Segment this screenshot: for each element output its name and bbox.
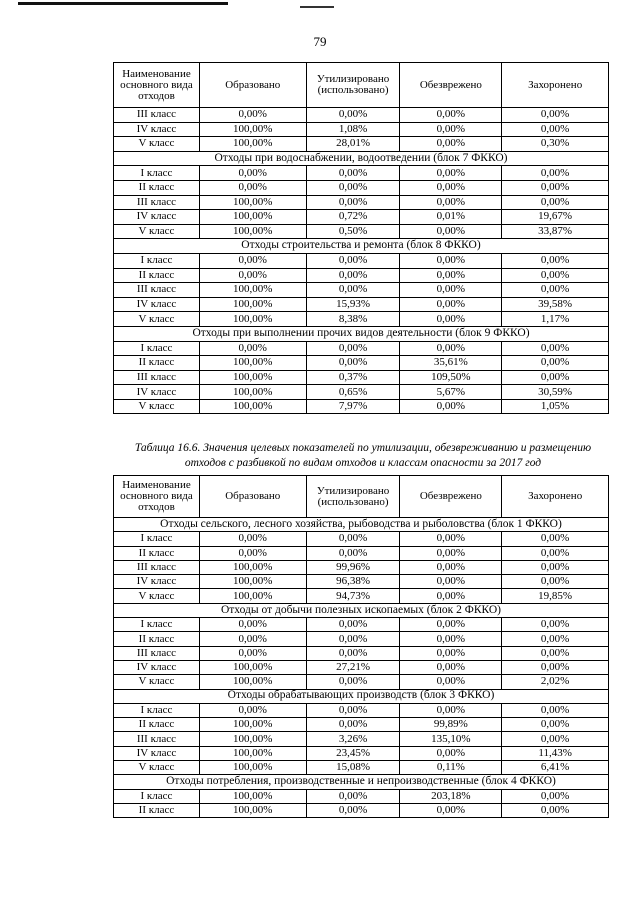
section-title: Отходы при водоснабжении, водоотведении (блок 7 ФККО) xyxy=(114,151,609,166)
hazard-class-cell: V класс xyxy=(114,312,200,327)
generated-cell: 100,00% xyxy=(199,560,306,574)
utilized-cell: 0,00% xyxy=(306,718,400,732)
utilized-cell: 0,00% xyxy=(306,195,400,210)
neutralized-cell: 0,00% xyxy=(400,589,502,603)
table-row xyxy=(114,675,609,689)
utilized-cell: 0,00% xyxy=(306,341,400,356)
generated-cell: 0,00% xyxy=(199,253,306,268)
buried-cell: 0,00% xyxy=(502,632,609,646)
utilized-cell: 0,50% xyxy=(306,224,400,239)
hazard-class-cell: I класс xyxy=(114,789,200,803)
neutralized-cell: 135,10% xyxy=(400,732,502,746)
table-row xyxy=(114,341,609,356)
table-row xyxy=(114,703,609,717)
neutralized-cell: 0,00% xyxy=(400,575,502,589)
table-row xyxy=(114,718,609,732)
utilized-cell: 0,65% xyxy=(306,385,400,400)
buried-cell: 0,00% xyxy=(502,618,609,632)
buried-cell: 19,67% xyxy=(502,210,609,225)
buried-cell: 33,87% xyxy=(502,224,609,239)
utilized-cell: 0,00% xyxy=(306,532,400,546)
hazard-class-cell: II класс xyxy=(114,356,200,371)
hazard-class-cell: III класс xyxy=(114,732,200,746)
neutralized-cell: 0,00% xyxy=(400,108,502,123)
table-body xyxy=(114,518,609,818)
generated-cell: 100,00% xyxy=(199,718,306,732)
hazard-class-cell: III класс xyxy=(114,646,200,660)
hazard-class-cell: V класс xyxy=(114,761,200,775)
table-row xyxy=(114,632,609,646)
buried-cell: 0,00% xyxy=(502,122,609,137)
table-row xyxy=(114,589,609,603)
section-title: Отходы от добычи полезных ископаемых (блок 2 ФККО) xyxy=(114,603,609,617)
buried-cell: 1,17% xyxy=(502,312,609,327)
buried-cell: 6,41% xyxy=(502,761,609,775)
utilized-cell: 96,38% xyxy=(306,575,400,589)
top-mark xyxy=(300,6,334,8)
hazard-class-cell: IV класс xyxy=(114,746,200,760)
hazard-class-cell: III класс xyxy=(114,283,200,298)
page-number: 79 xyxy=(313,34,327,49)
hazard-class-cell: I класс xyxy=(114,618,200,632)
utilized-cell: 0,00% xyxy=(306,789,400,803)
buried-cell: 0,00% xyxy=(502,718,609,732)
generated-cell: 0,00% xyxy=(199,166,306,181)
table-row xyxy=(114,210,609,225)
generated-cell: 100,00% xyxy=(199,385,306,400)
section-row xyxy=(114,689,609,703)
table-row xyxy=(114,356,609,371)
utilized-cell: 0,00% xyxy=(306,546,400,560)
buried-cell: 0,00% xyxy=(502,370,609,385)
section-row xyxy=(114,603,609,617)
header-waste-type: Наименование основного вида отходов xyxy=(114,476,200,518)
hazard-class-cell: V класс xyxy=(114,675,200,689)
neutralized-cell: 0,00% xyxy=(400,166,502,181)
generated-cell: 100,00% xyxy=(199,312,306,327)
utilized-cell: 0,00% xyxy=(306,283,400,298)
generated-cell: 100,00% xyxy=(199,675,306,689)
utilized-cell: 0,00% xyxy=(306,803,400,817)
hazard-class-cell: II класс xyxy=(114,546,200,560)
hazard-class-cell: II класс xyxy=(114,632,200,646)
hazard-class-cell: IV класс xyxy=(114,122,200,137)
section-row xyxy=(114,518,609,532)
table-row xyxy=(114,283,609,298)
header-buried: Захоронено xyxy=(502,63,609,108)
header-generated: Образовано xyxy=(199,63,306,108)
generated-cell: 0,00% xyxy=(199,546,306,560)
section-title: Отходы сельского, лесного хозяйства, рыбоводства и рыболовства (блок 1 ФККО) xyxy=(114,518,609,532)
table-row xyxy=(114,575,609,589)
generated-cell: 100,00% xyxy=(199,297,306,312)
hazard-class-cell: V класс xyxy=(114,137,200,152)
utilized-cell: 0,00% xyxy=(306,618,400,632)
generated-cell: 100,00% xyxy=(199,283,306,298)
buried-cell: 11,43% xyxy=(502,746,609,760)
table-row xyxy=(114,195,609,210)
neutralized-cell: 0,00% xyxy=(400,341,502,356)
buried-cell: 0,00% xyxy=(502,789,609,803)
table-row xyxy=(114,789,609,803)
neutralized-cell: 0,00% xyxy=(400,703,502,717)
neutralized-cell: 0,00% xyxy=(400,532,502,546)
buried-cell: 0,30% xyxy=(502,137,609,152)
neutralized-cell: 0,00% xyxy=(400,660,502,674)
hazard-class-cell: II класс xyxy=(114,803,200,817)
neutralized-cell: 0,00% xyxy=(400,675,502,689)
buried-cell: 0,00% xyxy=(502,283,609,298)
generated-cell: 0,00% xyxy=(199,341,306,356)
utilized-cell: 99,96% xyxy=(306,560,400,574)
neutralized-cell: 0,00% xyxy=(400,297,502,312)
hazard-class-cell: I класс xyxy=(114,532,200,546)
header-neutralized: Обезврежено xyxy=(400,476,502,518)
hazard-class-cell: IV класс xyxy=(114,575,200,589)
neutralized-cell: 0,00% xyxy=(400,646,502,660)
hazard-class-cell: II класс xyxy=(114,180,200,195)
generated-cell: 100,00% xyxy=(199,660,306,674)
utilized-cell: 94,73% xyxy=(306,589,400,603)
utilized-cell: 1,08% xyxy=(306,122,400,137)
generated-cell: 100,00% xyxy=(199,575,306,589)
buried-cell: 0,00% xyxy=(502,108,609,123)
buried-cell: 0,00% xyxy=(502,575,609,589)
table-row xyxy=(114,297,609,312)
neutralized-cell: 5,67% xyxy=(400,385,502,400)
buried-cell: 0,00% xyxy=(502,195,609,210)
buried-cell: 0,00% xyxy=(502,703,609,717)
generated-cell: 100,00% xyxy=(199,589,306,603)
utilized-cell: 15,08% xyxy=(306,761,400,775)
neutralized-cell: 0,11% xyxy=(400,761,502,775)
generated-cell: 100,00% xyxy=(199,789,306,803)
utilized-cell: 7,97% xyxy=(306,399,400,414)
buried-cell: 39,58% xyxy=(502,297,609,312)
hazard-class-cell: V класс xyxy=(114,589,200,603)
neutralized-cell: 203,18% xyxy=(400,789,502,803)
neutralized-cell: 109,50% xyxy=(400,370,502,385)
buried-cell: 0,00% xyxy=(502,560,609,574)
generated-cell: 100,00% xyxy=(199,210,306,225)
table-row xyxy=(114,370,609,385)
utilized-cell: 0,37% xyxy=(306,370,400,385)
buried-cell: 0,00% xyxy=(502,268,609,283)
buried-cell: 0,00% xyxy=(502,341,609,356)
section-row xyxy=(114,775,609,789)
hazard-class-cell: V класс xyxy=(114,224,200,239)
buried-cell: 0,00% xyxy=(502,732,609,746)
utilized-cell: 0,00% xyxy=(306,253,400,268)
section-title: Отходы потребления, производственные и непроизводственные (блок 4 ФККО) xyxy=(114,775,609,789)
table-row xyxy=(114,761,609,775)
table-row xyxy=(114,108,609,123)
neutralized-cell: 0,00% xyxy=(400,618,502,632)
table-row xyxy=(114,532,609,546)
buried-cell: 19,85% xyxy=(502,589,609,603)
generated-cell: 100,00% xyxy=(199,137,306,152)
neutralized-cell: 0,00% xyxy=(400,560,502,574)
table-header-row xyxy=(114,476,609,518)
buried-cell: 0,00% xyxy=(502,546,609,560)
header-generated: Образовано xyxy=(199,476,306,518)
section-row xyxy=(114,151,609,166)
neutralized-cell: 0,00% xyxy=(400,632,502,646)
header-utilized: Утилизировано (использовано) xyxy=(306,476,400,518)
buried-cell: 1,05% xyxy=(502,399,609,414)
utilized-cell: 0,00% xyxy=(306,356,400,371)
header-buried: Захоронено xyxy=(502,476,609,518)
section-title: Отходы обрабатывающих производств (блок 3 ФККО) xyxy=(114,689,609,703)
utilized-cell: 0,00% xyxy=(306,703,400,717)
generated-cell: 100,00% xyxy=(199,399,306,414)
utilized-cell: 28,01% xyxy=(306,137,400,152)
generated-cell: 100,00% xyxy=(199,746,306,760)
table-row xyxy=(114,312,609,327)
neutralized-cell: 0,00% xyxy=(400,803,502,817)
table-body xyxy=(114,108,609,414)
table-row xyxy=(114,122,609,137)
hazard-class-cell: II класс xyxy=(114,718,200,732)
table-row xyxy=(114,660,609,674)
generated-cell: 0,00% xyxy=(199,703,306,717)
generated-cell: 100,00% xyxy=(199,370,306,385)
neutralized-cell: 99,89% xyxy=(400,718,502,732)
buried-cell: 0,00% xyxy=(502,803,609,817)
neutralized-cell: 0,00% xyxy=(400,283,502,298)
generated-cell: 100,00% xyxy=(199,224,306,239)
table-row xyxy=(114,560,609,574)
utilized-cell: 0,00% xyxy=(306,166,400,181)
generated-cell: 100,00% xyxy=(199,122,306,137)
hazard-class-cell: IV класс xyxy=(114,660,200,674)
neutralized-cell: 0,00% xyxy=(400,180,502,195)
buried-cell: 0,00% xyxy=(502,166,609,181)
table-row xyxy=(114,618,609,632)
utilized-cell: 27,21% xyxy=(306,660,400,674)
hazard-class-cell: I класс xyxy=(114,341,200,356)
neutralized-cell: 0,00% xyxy=(400,399,502,414)
table-row xyxy=(114,732,609,746)
hazard-class-cell: V класс xyxy=(114,399,200,414)
table-caption: Таблица 16.6. Значения целевых показателей по утилизации, обезвреживанию и размещению отходов с разбивкой по видам отходов и классам опасности за 2017 год xyxy=(134,442,592,469)
utilized-cell: 8,38% xyxy=(306,312,400,327)
hazard-class-cell: IV класс xyxy=(114,210,200,225)
hazard-class-cell: III класс xyxy=(114,370,200,385)
hazard-class-cell: III класс xyxy=(114,560,200,574)
hazard-class-cell: I класс xyxy=(114,253,200,268)
buried-cell: 0,00% xyxy=(502,660,609,674)
generated-cell: 100,00% xyxy=(199,356,306,371)
header-utilized: Утилизировано (использовано) xyxy=(306,63,400,108)
utilized-cell: 0,00% xyxy=(306,646,400,660)
buried-cell: 2,02% xyxy=(502,675,609,689)
buried-cell: 0,00% xyxy=(502,253,609,268)
table-row xyxy=(114,399,609,414)
neutralized-cell: 0,01% xyxy=(400,210,502,225)
waste-table-continued xyxy=(113,62,609,414)
section-row xyxy=(114,326,609,341)
utilized-cell: 0,00% xyxy=(306,180,400,195)
hazard-class-cell: IV класс xyxy=(114,297,200,312)
hazard-class-cell: I класс xyxy=(114,166,200,181)
neutralized-cell: 0,00% xyxy=(400,746,502,760)
section-title: Отходы при выполнении прочих видов деятельности (блок 9 ФККО) xyxy=(114,326,609,341)
table-row xyxy=(114,137,609,152)
utilized-cell: 0,00% xyxy=(306,675,400,689)
generated-cell: 100,00% xyxy=(199,803,306,817)
table-row xyxy=(114,746,609,760)
header-neutralized: Обезврежено xyxy=(400,63,502,108)
utilized-cell: 15,93% xyxy=(306,297,400,312)
section-title: Отходы строительства и ремонта (блок 8 ФККО) xyxy=(114,239,609,254)
utilized-cell: 0,72% xyxy=(306,210,400,225)
neutralized-cell: 0,00% xyxy=(400,137,502,152)
buried-cell: 0,00% xyxy=(502,180,609,195)
neutralized-cell: 35,61% xyxy=(400,356,502,371)
table-row xyxy=(114,253,609,268)
table-row xyxy=(114,166,609,181)
neutralized-cell: 0,00% xyxy=(400,122,502,137)
generated-cell: 100,00% xyxy=(199,195,306,210)
generated-cell: 0,00% xyxy=(199,618,306,632)
neutralized-cell: 0,00% xyxy=(400,224,502,239)
table-row xyxy=(114,646,609,660)
utilized-cell: 0,00% xyxy=(306,632,400,646)
top-rule xyxy=(18,2,228,5)
utilized-cell: 0,00% xyxy=(306,108,400,123)
buried-cell: 0,00% xyxy=(502,356,609,371)
table-row xyxy=(114,180,609,195)
section-row xyxy=(114,239,609,254)
hazard-class-cell: II класс xyxy=(114,268,200,283)
buried-cell: 30,59% xyxy=(502,385,609,400)
generated-cell: 0,00% xyxy=(199,532,306,546)
waste-table-2017 xyxy=(113,475,609,818)
neutralized-cell: 0,00% xyxy=(400,546,502,560)
generated-cell: 0,00% xyxy=(199,632,306,646)
hazard-class-cell: III класс xyxy=(114,195,200,210)
generated-cell: 0,00% xyxy=(199,180,306,195)
hazard-class-cell: III класс xyxy=(114,108,200,123)
utilized-cell: 0,00% xyxy=(306,268,400,283)
utilized-cell: 23,45% xyxy=(306,746,400,760)
table-row xyxy=(114,803,609,817)
hazard-class-cell: IV класс xyxy=(114,385,200,400)
neutralized-cell: 0,00% xyxy=(400,268,502,283)
header-waste-type: Наименование основного вида отходов xyxy=(114,63,200,108)
table-row xyxy=(114,385,609,400)
neutralized-cell: 0,00% xyxy=(400,195,502,210)
buried-cell: 0,00% xyxy=(502,532,609,546)
neutralized-cell: 0,00% xyxy=(400,253,502,268)
utilized-cell: 3,26% xyxy=(306,732,400,746)
generated-cell: 0,00% xyxy=(199,646,306,660)
table-header-row xyxy=(114,63,609,108)
buried-cell: 0,00% xyxy=(502,646,609,660)
table-row xyxy=(114,224,609,239)
neutralized-cell: 0,00% xyxy=(400,312,502,327)
table-row xyxy=(114,546,609,560)
generated-cell: 100,00% xyxy=(199,732,306,746)
table-row xyxy=(114,268,609,283)
generated-cell: 100,00% xyxy=(199,761,306,775)
hazard-class-cell: I класс xyxy=(114,703,200,717)
generated-cell: 0,00% xyxy=(199,268,306,283)
generated-cell: 0,00% xyxy=(199,108,306,123)
